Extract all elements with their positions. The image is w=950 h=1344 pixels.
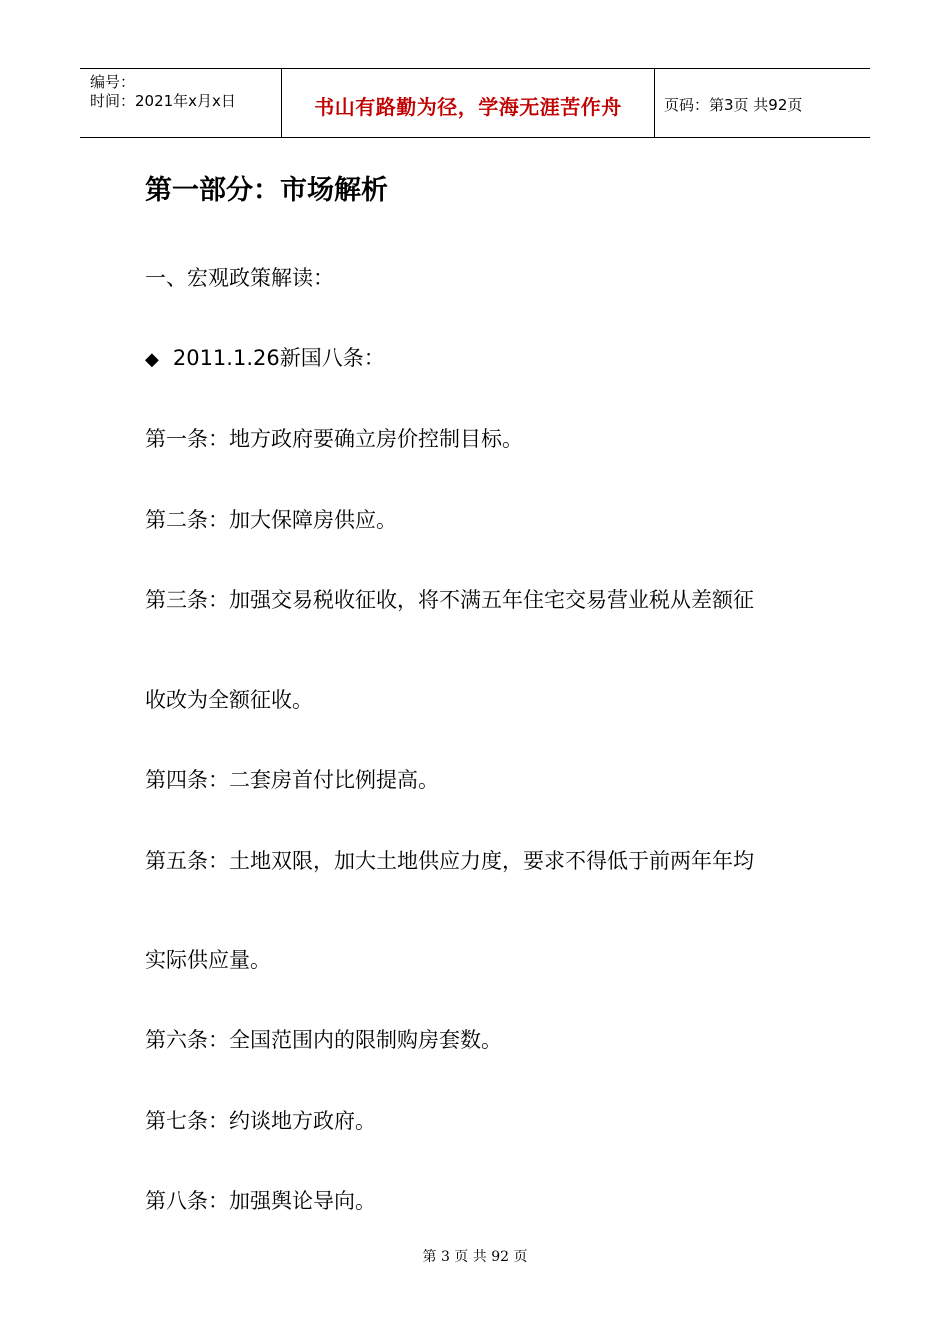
- article-3: 第三条：加强交易税收征收，将不满五年住宅交易营业税从差额征: [145, 588, 754, 612]
- page-header: [80, 68, 870, 138]
- header-page-cell: [654, 69, 870, 137]
- document-title: 第一部分：市场解析: [145, 175, 388, 206]
- page-footer: 第 3 页 共 92 页: [422, 1249, 528, 1265]
- header-motto: 书山有路勤为径，学海无涯苦作舟: [314, 95, 622, 119]
- article-8: 第八条：加强舆论导向。: [145, 1189, 376, 1213]
- article-1: 第一条：地方政府要确立房价控制目标。: [145, 427, 523, 451]
- header-left-cell: [80, 69, 280, 137]
- article-6: 第六条：全国范围内的限制购房套数。: [145, 1028, 502, 1052]
- document-date-label: 时间：2021年x月x日: [90, 92, 236, 110]
- article-3-continued: 收改为全额征收。: [145, 688, 313, 712]
- header-page-info: 页码：第3页 共92页: [664, 96, 803, 114]
- bullet-text: 2011.1.26新国八条：: [172, 346, 385, 370]
- section-heading: 一、宏观政策解读：: [145, 266, 334, 290]
- article-5-continued: 实际供应量。: [145, 948, 271, 972]
- article-2: 第二条：加大保障房供应。: [145, 508, 397, 532]
- diamond-bullet-icon: ◆: [145, 349, 159, 370]
- article-4: 第四条：二套房首付比例提高。: [145, 768, 439, 792]
- document-number-label: 编号：: [90, 73, 136, 91]
- bullet-line: [145, 342, 385, 372]
- header-motto-cell: [281, 69, 655, 137]
- article-7: 第七条：约谈地方政府。: [145, 1109, 376, 1133]
- article-5: 第五条：土地双限，加大土地供应力度，要求不得低于前两年年均: [145, 849, 754, 873]
